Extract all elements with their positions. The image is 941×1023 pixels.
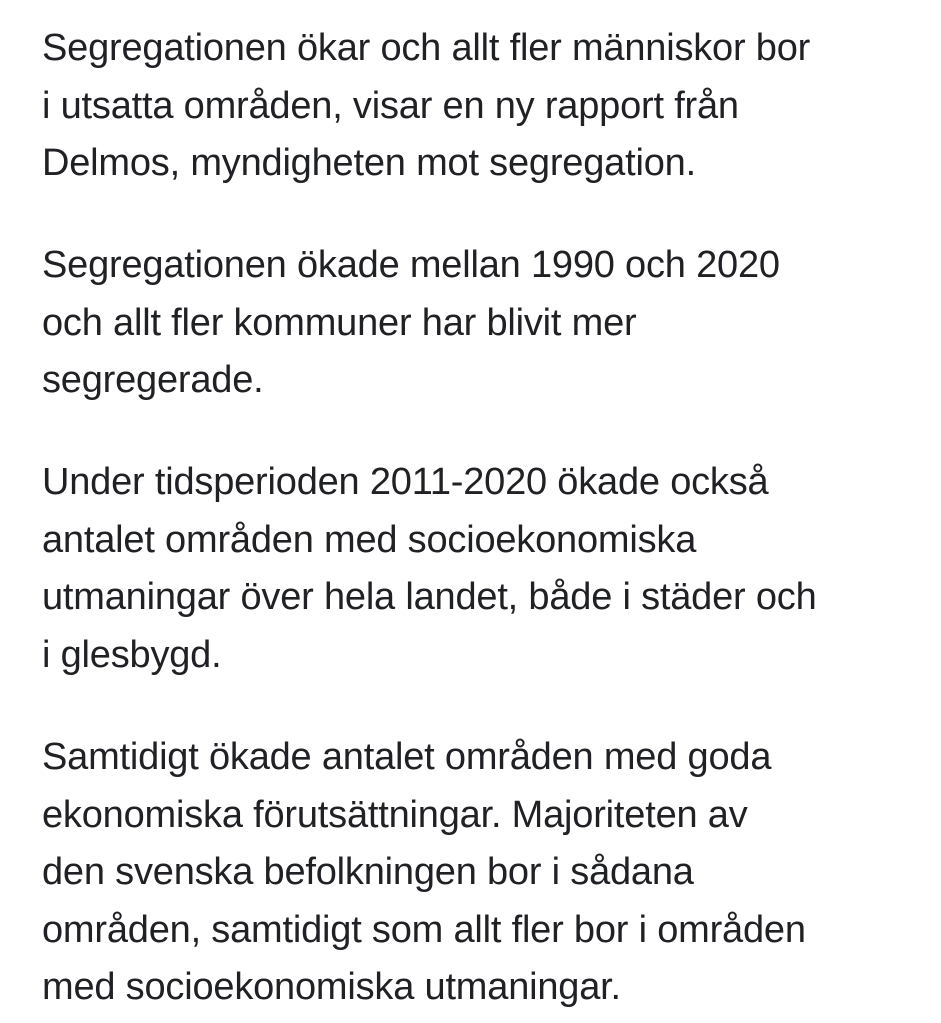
- paragraph-line: områden, samtidigt som allt fler bor i områden: [42, 908, 806, 951]
- paragraph-1: [42, 20, 810, 193]
- paragraph-3: [42, 454, 817, 684]
- paragraph-line: Delmos, myndigheten mot segregation.: [42, 142, 696, 184]
- paragraph-line: den svenska befolkningen bor i sådana: [42, 851, 694, 893]
- paragraph-line: i glesbygd.: [42, 633, 222, 676]
- paragraph-line: antalet områden med socioekonomiska: [42, 518, 697, 561]
- paragraph-line: med socioekonomiska utmaningar.: [42, 966, 621, 1008]
- paragraph-line: i utsatta områden, visar en ny rapport från: [42, 84, 739, 127]
- paragraph-line: och allt fler kommuner har blivit mer: [42, 301, 637, 344]
- paragraph-line: Segregationen ökade mellan 1990 och 2020: [42, 244, 780, 286]
- paragraph-line: Under tidsperioden 2011-2020 ökade också: [42, 461, 769, 503]
- paragraph-2: [42, 237, 780, 410]
- paragraph-line: Segregationen ökar och allt fler människor bor: [42, 27, 811, 69]
- paragraph-line: ekonomiska förutsättningar. Majoriteten av: [42, 793, 748, 836]
- paragraph-line: utmaningar över hela landet, både i städer och: [42, 576, 817, 618]
- paragraph-line: segregerade.: [42, 359, 264, 401]
- paragraph-line: Samtidigt ökade antalet områden med goda: [42, 736, 772, 778]
- paragraph-4: [42, 729, 806, 1017]
